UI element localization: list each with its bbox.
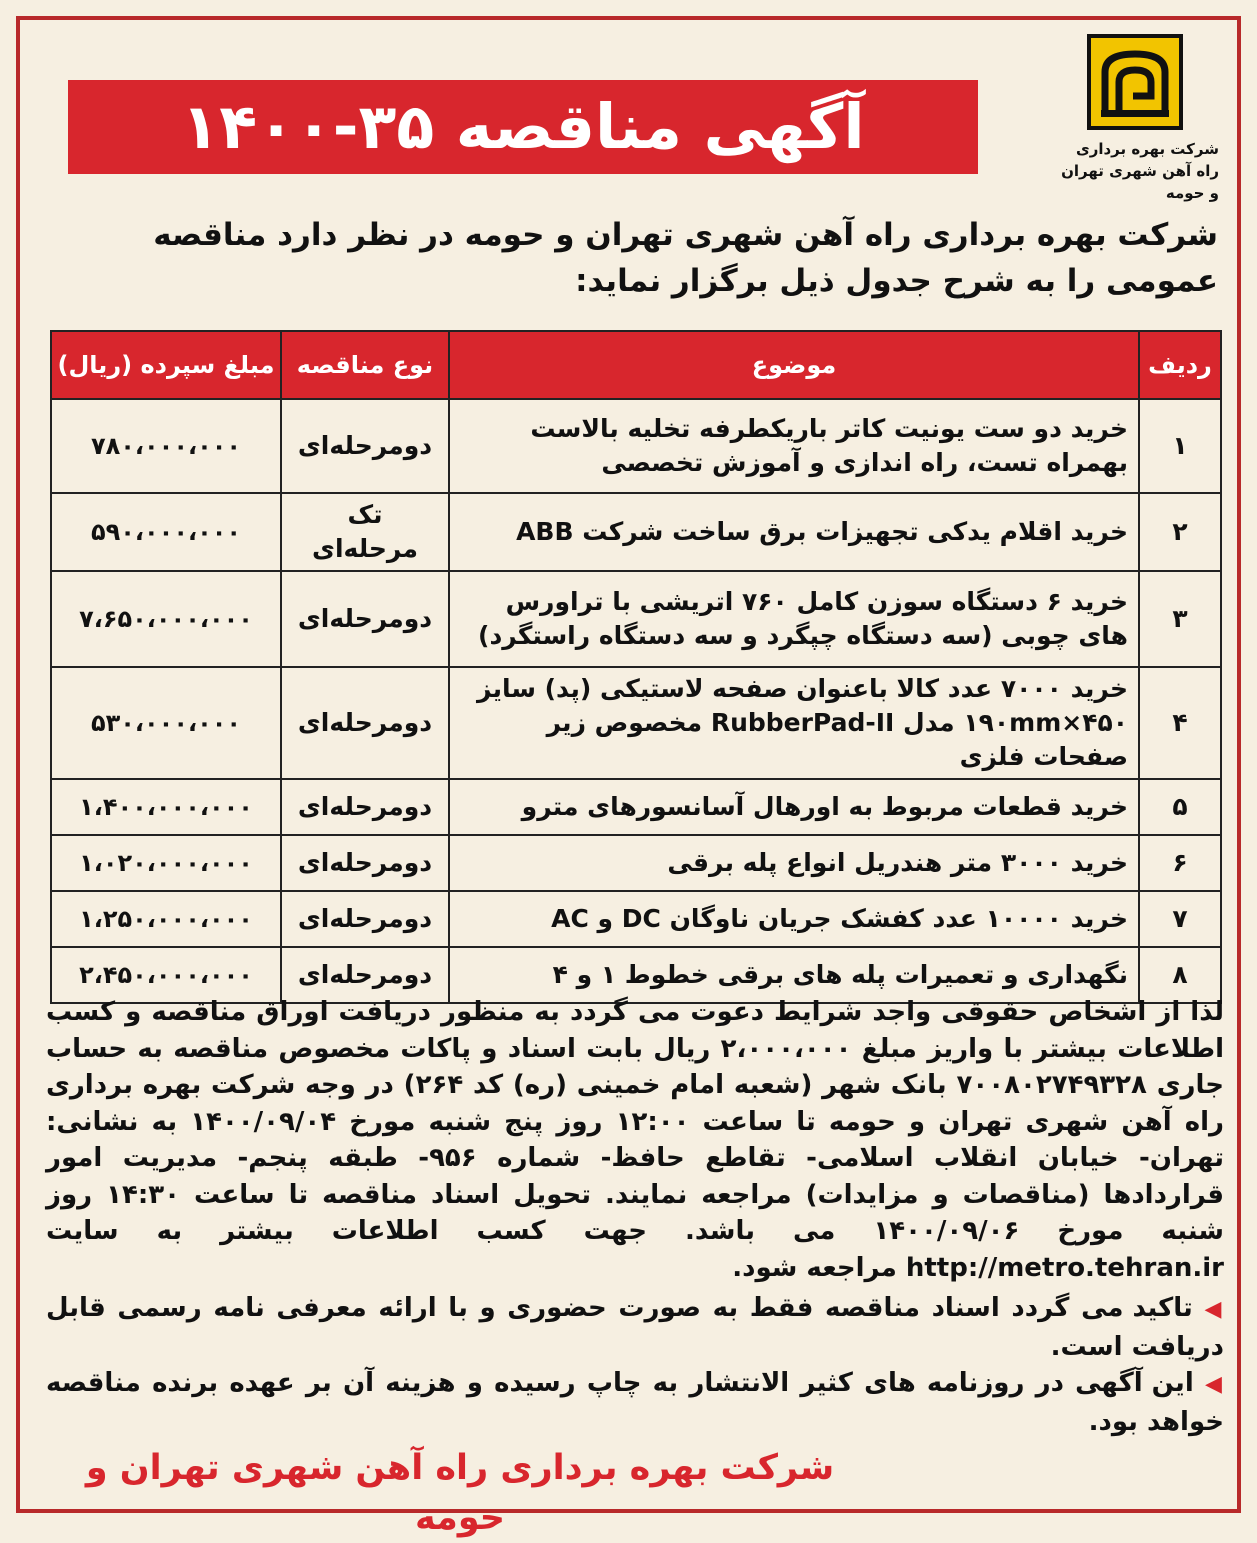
body-paragraph: لذا از اشخاص حقوقی واجد شرایط دعوت می گردد به منظور دریافت اوراق مناقصه و کسب اطلاعات بیشتر با واریز مبلغ ۲،۰۰۰،۰۰۰ ریال بابت اسناد و پاکات مخصوص مناقصه به حساب جاری ۷۰۰۸۰۲۷۴۹۳۲۸ بانک شهر (شعبه امام خمینی (ره) کد ۲۶۴) در وجه شرکت بهره برداری راه آهن شهری تهران و حومه تا ساعت ۱۲:۰۰ روز پنج شنبه مورخ ۱۴۰۰/۰۹/۰۴ به نشانی: تهران- خیابان انقلاب اسلامی- تقاطع حافظ- شماره ۹۵۶- طبقه پنجم- مدیریت امور قراردادها (مناقصات و مزایدات) مراجعه نمایند. تحویل اسناد مناقصه تا ساعت ۱۴:۳۰ روز شنبه مورخ ۱۴۰۰/۰۹/۰۶ می باشد. جهت کسب اطلاعات بیشتر به سایت http://metro.tehran.ir مراجعه شود. (46, 997, 1225, 1283)
footer-company-name: شرکت بهره برداری راه آهن شهری تهران و حومه (85, 1448, 835, 1538)
col-header-deposit: مبلغ سپرده (ریال) (51, 331, 281, 399)
row-type: دومرحله‌ای (281, 891, 449, 947)
note-text: این آگهی در روزنامه های کثیر الانتشار به چاپ رسیده و هزینه آن بر عهده برنده مناقصه خواهد بود. (46, 1368, 1224, 1437)
row-type: دومرحله‌ای (281, 399, 449, 493)
table-header-row (51, 331, 1221, 399)
row-type: دومرحله‌ای (281, 835, 449, 891)
tender-title: آگهی مناقصه ۳۵-۱۴۰۰ (68, 80, 978, 174)
caption-line-2: راه آهن شهری تهران و حومه (1061, 162, 1219, 202)
note-item (46, 1290, 1224, 1365)
col-header-type: نوع مناقصه (281, 331, 449, 399)
row-type: دومرحله‌ای (281, 947, 449, 1003)
triangle-bullet-icon: ◀ (1204, 1372, 1224, 1397)
row-type: دومرحله‌ای (281, 571, 449, 667)
row-deposit: ۷،۶۵۰،۰۰۰،۰۰۰ (51, 571, 281, 667)
row-deposit: ۱،۰۲۰،۰۰۰،۰۰۰ (51, 835, 281, 891)
row-number: ۲ (1139, 493, 1221, 571)
row-number: ۷ (1139, 891, 1221, 947)
row-deposit: ۲،۴۵۰،۰۰۰،۰۰۰ (51, 947, 281, 1003)
row-number: ۵ (1139, 779, 1221, 835)
table-row (51, 667, 1221, 779)
row-number: ۱ (1139, 399, 1221, 493)
row-subject: نگهداری و تعمیرات پله های برقی خطوط ۱ و ۴ (449, 947, 1139, 1003)
table-row (51, 399, 1221, 493)
row-number: ۴ (1139, 667, 1221, 779)
row-number: ۶ (1139, 835, 1221, 891)
company-caption (1049, 138, 1219, 204)
row-subject: خرید ۷۰۰۰ عدد کالا باعنوان صفحه لاستیکی (پد) سایز ۴۵۰×۱۹۰mm مدل RubberPad-II مخصوص زیر صفحات فلزی (449, 667, 1139, 779)
triangle-bullet-icon: ◀ (1204, 1297, 1224, 1322)
note-text: تاکید می گردد اسناد مناقصه فقط به صورت حضوری و با ارائه معرفی نامه رسمی قابل دریافت است. (46, 1293, 1224, 1362)
table-row (51, 571, 1221, 667)
row-type: دومرحله‌ای (281, 779, 449, 835)
notes-list (46, 1290, 1224, 1440)
row-type: تک مرحله‌ای (281, 493, 449, 571)
row-subject: خرید قطعات مربوط به اورهال آسانسورهای مترو (449, 779, 1139, 835)
table-row (51, 891, 1221, 947)
row-deposit: ۵۹۰،۰۰۰،۰۰۰ (51, 493, 281, 571)
row-subject: خرید دو ست یونیت کاتر باریکطرفه تخلیه بالاست بهمراه تست، راه اندازی و آموزش تخصصی (449, 399, 1139, 493)
row-number: ۸ (1139, 947, 1221, 1003)
row-deposit: ۷۸۰،۰۰۰،۰۰۰ (51, 399, 281, 493)
tehran-metro-logo-icon (1087, 34, 1183, 130)
row-subject: خرید ۱۰۰۰۰ عدد کفشک جریان ناوگان DC و AC (449, 891, 1139, 947)
row-subject: خرید ۳۰۰۰ متر هندریل انواع پله برقی (449, 835, 1139, 891)
intro-text: شرکت بهره برداری راه آهن شهری تهران و حومه در نظر دارد مناقصه عمومی را به شرح جدول ذیل برگزار نماید: (153, 217, 1218, 299)
note-item (46, 1365, 1224, 1440)
row-deposit: ۱،۴۰۰،۰۰۰،۰۰۰ (51, 779, 281, 835)
table-row (51, 779, 1221, 835)
tender-table (50, 330, 1222, 1004)
col-header-subject: موضوع (449, 331, 1139, 399)
caption-line-1: شرکت بهره برداری (1075, 140, 1219, 158)
row-subject: خرید اقلام یدکی تجهیزات برق ساخت شرکت ABB (449, 493, 1139, 571)
row-deposit: ۵۳۰،۰۰۰،۰۰۰ (51, 667, 281, 779)
row-deposit: ۱،۲۵۰،۰۰۰،۰۰۰ (51, 891, 281, 947)
row-type: دومرحله‌ای (281, 667, 449, 779)
col-header-row: ردیف (1139, 331, 1221, 399)
table-row (51, 493, 1221, 571)
row-number: ۳ (1139, 571, 1221, 667)
row-subject: خرید ۶ دستگاه سوزن کامل ۷۶۰ اتریشی با تراورس های چوبی (سه دستگاه چپگرد و سه دستگاه راستگرد) (449, 571, 1139, 667)
table-row (51, 835, 1221, 891)
